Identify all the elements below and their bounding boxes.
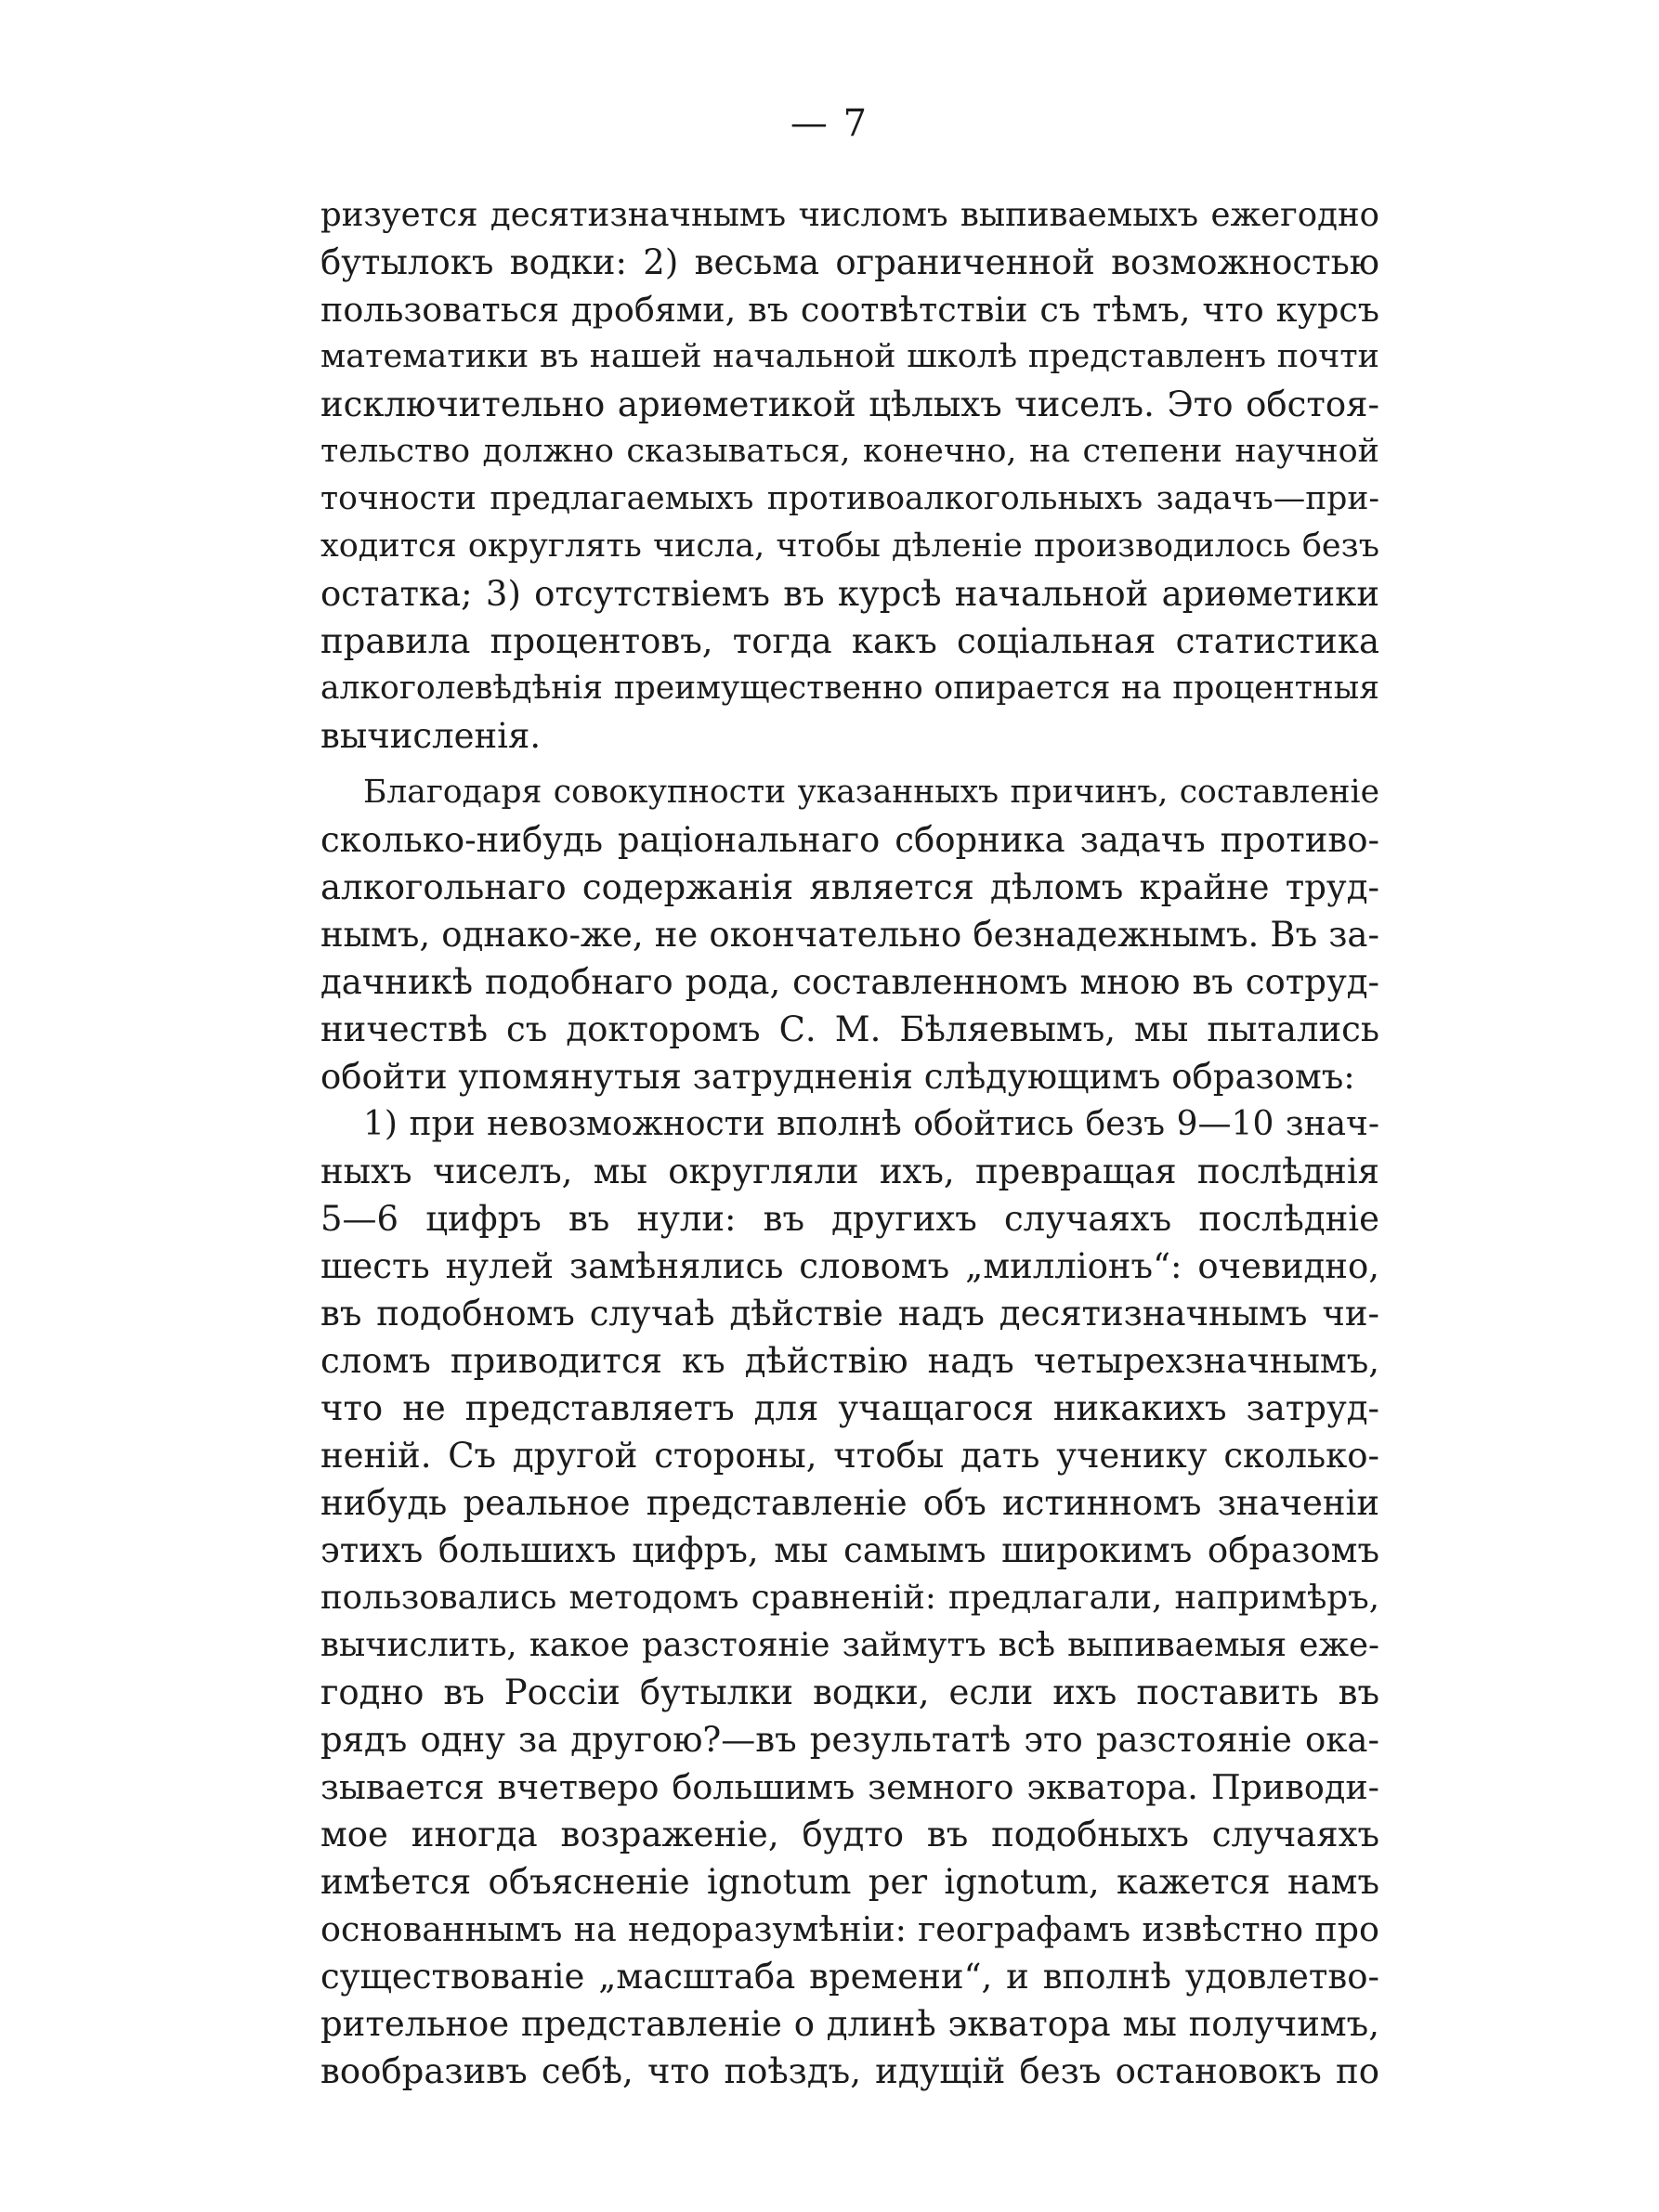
text-line: въ подобномъ случаѣ дѣйствіе надъ десятизначнымъ чи- [320,1294,1379,1334]
text-line: сколько-нибудь раціональнаго сборника задачъ противо- [320,820,1379,860]
text-line: существованіе „масштаба времени“, и вполнѣ удовлетво- [320,1957,1379,1997]
text-line: ходится округлять числа, чтобы дѣленіе производилось безъ [320,527,1379,565]
text-line: дачникѣ подобнаго рода, составленномъ мною въ сотруд- [320,962,1379,1002]
text-line: 1) при невозможности вполнѣ обойтись безъ 9—10 знач- [363,1105,1379,1143]
text-line: имѣется объясненіе ignotum per ignotum, кажется намъ [320,1862,1379,1902]
text-line: алкогольнаго содержанія является дѣломъ крайне труд- [320,867,1379,907]
paragraph-1 [320,191,1379,760]
text-line: ничествѣ съ докторомъ С. М. Бѣляевымъ, мы пытались [320,1009,1379,1049]
paragraph-2 [320,769,1379,1100]
text-line: что не представляетъ для учащагося никакихъ затруд- [320,1388,1379,1428]
paragraph-3 [320,1100,1379,2095]
text-line: рядъ одну за другою?—въ результатѣ это разстояніе ока- [320,1720,1379,1760]
text-line: ныхъ чиселъ, мы округляли ихъ, превращая послѣднія [320,1152,1379,1191]
text-line: ризуется десятизначнымъ числомъ выпиваемыхъ ежегодно [320,196,1379,234]
text-line: 5—6 цифръ въ нули: въ другихъ случаяхъ послѣдніе [320,1199,1379,1239]
text-line: зывается вчетверо большимъ земного экватора. Приводи- [320,1767,1379,1807]
text-line: сломъ приводится къ дѣйствію надъ четырехзначнымъ, [320,1341,1379,1381]
text-line: этихъ большихъ цифръ, мы самымъ широкимъ образомъ [320,1530,1379,1570]
text-line: математики въ нашей начальной школѣ представленъ почти [320,338,1379,375]
text-line: остатка; 3) отсутствіемъ въ курсѣ начальной ариѳметики [320,574,1379,614]
text-line: вычислить, какое разстояніе займутъ всѣ выпиваемыя еже- [320,1626,1379,1664]
text-line: точности предлагаемыхъ противоалкогольныхъ задачъ—при- [320,480,1379,517]
text-line: шесть нулей замѣнялись словомъ „милліонъ“: очевидно, [320,1246,1379,1286]
text-line: вообразивъ себѣ, что поѣздъ, идущій безъ остановокъ по [320,2051,1379,2091]
text-line: пользоваться дробями, въ соотвѣтствіи съ тѣмъ, что курсъ [320,290,1379,330]
text-line: мое иногда возраженіе, будто въ подобныхъ случаяхъ [320,1815,1379,1854]
text-line: нибудь реальное представленіе объ истинномъ значеніи [320,1483,1379,1523]
text-line: исключительно ариѳметикой цѣлыхъ чиселъ. Это обстоя- [320,384,1379,424]
text-line: основаннымъ на недоразумѣніи: географамъ извѣстно про [320,1909,1379,1949]
text-line: пользовались методомъ сравненій: предлагали, напримѣръ, [320,1579,1379,1617]
text-line: неній. Съ другой стороны, чтобы дать ученику сколько- [320,1436,1379,1476]
paragraph-gap [320,760,1379,769]
text-line: обойти упомянутыя затрудненія слѣдующимъ образомъ: [320,1057,1355,1097]
text-line: правила процентовъ, тогда какъ соціальная статистика [320,621,1379,661]
text-line: бутылокъ водки: 2) весьма ограниченной возможностью [320,242,1379,282]
text-line: Благодаря совокупности указанныхъ причинъ, составленіе [363,774,1379,811]
text-line: рительное представленіе о длинѣ экватора мы получимъ, [320,2004,1379,2044]
page-number: — 7 [790,102,869,145]
body-text [320,191,1379,2095]
text-line: тельство должно сказываться, конечно, на степени научной [320,433,1379,470]
text-line: алкоголевѣдѣнія преимущественно опирается на процентныя [320,670,1379,707]
text-line: годно въ Россіи бутылки водки, если ихъ поставить въ [320,1672,1379,1712]
text-line: вычисленія. [320,716,542,756]
text-line: нымъ, однако-же, не окончательно безнадежнымъ. Въ за- [320,915,1379,955]
